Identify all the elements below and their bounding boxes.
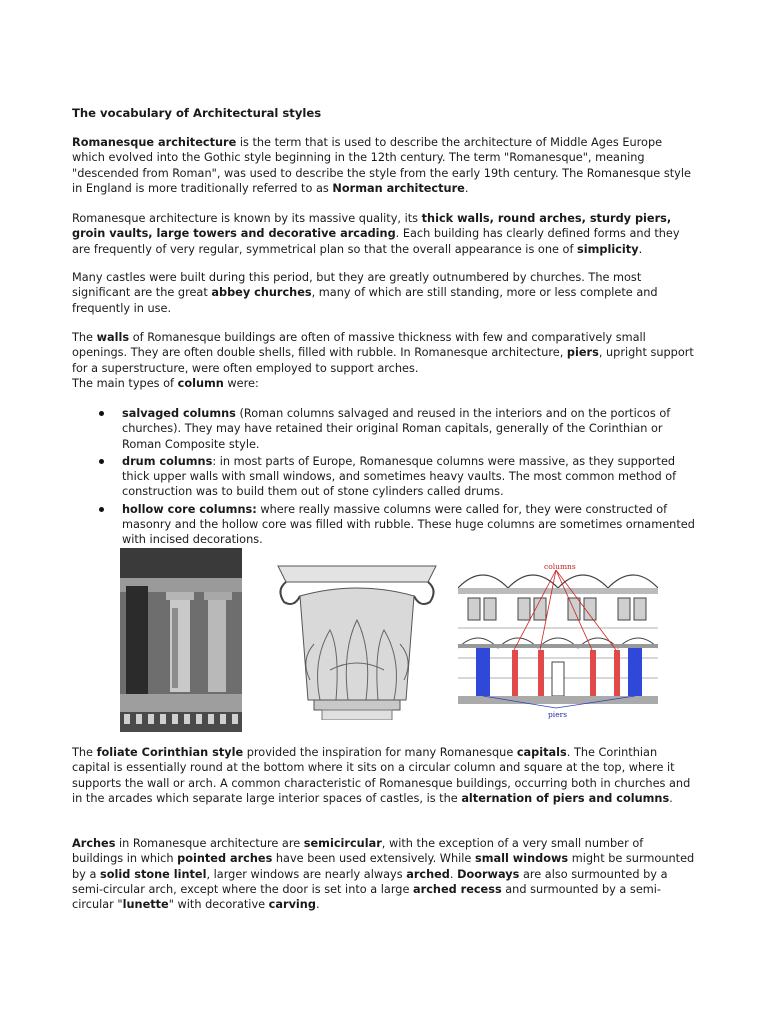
term-arched-recess: arched recess — [413, 882, 502, 896]
bullet-icon — [99, 459, 104, 464]
text: , with the exception of a very small number of buildings in which — [72, 837, 644, 866]
text: The — [72, 331, 97, 344]
term-simplicity: simplicity — [577, 242, 639, 256]
text: : in most parts of Europe, Romanesque columns were massive, as they supported thick upper walls with small windows, and sometimes heavy vaults. The most common method of construction was to build them out of stone cylinders called drums. — [122, 454, 677, 499]
term: drum columns — [122, 454, 213, 468]
text: of Romanesque buildings are often of massive thickness with few and comparatively small openings. They are often double shells, filled with rubble. In Romanesque architecture, — [72, 331, 646, 360]
text: . — [315, 898, 320, 912]
text: might be surmounted by a — [72, 852, 695, 881]
term-small-windows: small windows — [474, 852, 569, 866]
term-doorways: Doorways — [457, 867, 520, 881]
text: The — [72, 746, 97, 759]
text: (Roman columns salvaged and reused in the interiors and on the porticos of churches). They may have retained their original Roman capitals, generally of the Corinthian or Roman Composite style. — [122, 407, 671, 451]
text: in Romanesque architecture are — [115, 837, 304, 850]
text: . — [669, 791, 673, 805]
list-item — [72, 502, 696, 548]
column-types-list — [72, 406, 696, 550]
term-piers: piers — [566, 346, 599, 360]
term-arches: Arches — [72, 837, 116, 850]
arcade-columns-piers-diagram — [458, 558, 658, 720]
bullet-icon — [99, 507, 104, 512]
text: and surmounted by a semi-circular " — [72, 882, 661, 912]
list-item — [72, 454, 696, 500]
text: are also surmounted by a semi-circular arch, except where the door is set into a large — [72, 867, 668, 896]
text: is the term that is used to describe the architecture of Middle Ages Europe which evolved into the Gothic style beginning in the 12th century. The term "Romanesque", meaning "descended from Roman", was used to describe the style from the early 19th century. The Romanesque style in England is more traditionally referred to as — [72, 136, 691, 195]
term-carving: carving — [268, 898, 316, 912]
term-column: column — [177, 376, 224, 390]
text: The main types of — [72, 376, 178, 390]
term-solid-stone-lintel: solid stone lintel — [99, 867, 207, 881]
term-romanesque-architecture: Romanesque architecture — [72, 136, 237, 149]
text: . Each building has clearly defined forms and they are frequently of very regular, symmetrical plan so that the overall appearance is one of — [72, 227, 680, 256]
term-alternation: alternation of piers and columns — [461, 791, 670, 805]
page-title: The vocabulary of Architectural styles — [72, 106, 322, 120]
paragraph-corinthian — [72, 745, 696, 806]
text: . The Corinthian capital is essentially round at the bottom where it sits on a circular column and square at the top, where it supports the wall or arch. A common characteristic of Romanesque buildings, occurring both in churches and in the arcades which separate large interior spaces of castles, is the — [72, 746, 691, 805]
piers-label: piers — [548, 710, 568, 719]
text: were: — [223, 376, 259, 390]
term: hollow core columns: — [122, 502, 257, 516]
paragraph-characteristics — [72, 211, 696, 257]
term-pointed-arches: pointed arches — [177, 852, 273, 866]
term: salvaged columns — [122, 407, 236, 420]
paragraph-walls — [72, 330, 696, 391]
text: Many castles were built during this period, but they are greatly outnumbered by churches. The most significant are the great — [72, 271, 642, 300]
paragraph-castles — [72, 270, 696, 316]
text: have been used extensively. While — [272, 852, 475, 866]
corinthian-capital-drawing — [270, 560, 444, 720]
term-arched: arched — [406, 867, 450, 881]
text: , many of which are still standing, more or less complete and frequently in use. — [72, 286, 658, 315]
term-walls: walls — [96, 331, 130, 344]
paragraph-romanesque-intro — [72, 135, 696, 196]
text: . — [449, 867, 458, 881]
columns-label: columns — [544, 562, 576, 571]
term-lunette: lunette — [122, 898, 169, 912]
term-features: thick walls, round arches, sturdy piers, groin vaults, large towers and decorative arcading — [72, 212, 672, 241]
term-abbey-churches: abbey churches — [211, 286, 312, 300]
term-norman-architecture: Norman architecture — [332, 181, 465, 195]
text: , upright support for a superstructure, were often employed to support arches. — [72, 346, 694, 375]
paragraph-arches — [72, 836, 696, 912]
term-capitals: capitals — [516, 746, 567, 759]
text: " with decorative — [168, 898, 269, 912]
text: provided the inspiration for many Romanesque — [243, 746, 517, 759]
term-semicircular: semicircular — [303, 837, 382, 850]
text: where really massive columns were called for, they were constructed of masonry and the hollow core was filled with rubble. These huge columns are sometimes ornamented with incised decorations. — [122, 502, 695, 547]
text: Romanesque architecture is known by its massive quality, its — [72, 212, 422, 225]
salvaged-columns-photo — [120, 548, 242, 732]
term-foliate-corinthian: foliate Corinthian style — [96, 746, 244, 759]
text: . — [464, 181, 469, 195]
list-item — [72, 406, 696, 452]
text: , larger windows are nearly always — [206, 867, 407, 881]
bullet-icon — [99, 411, 104, 416]
text: . — [638, 242, 643, 256]
